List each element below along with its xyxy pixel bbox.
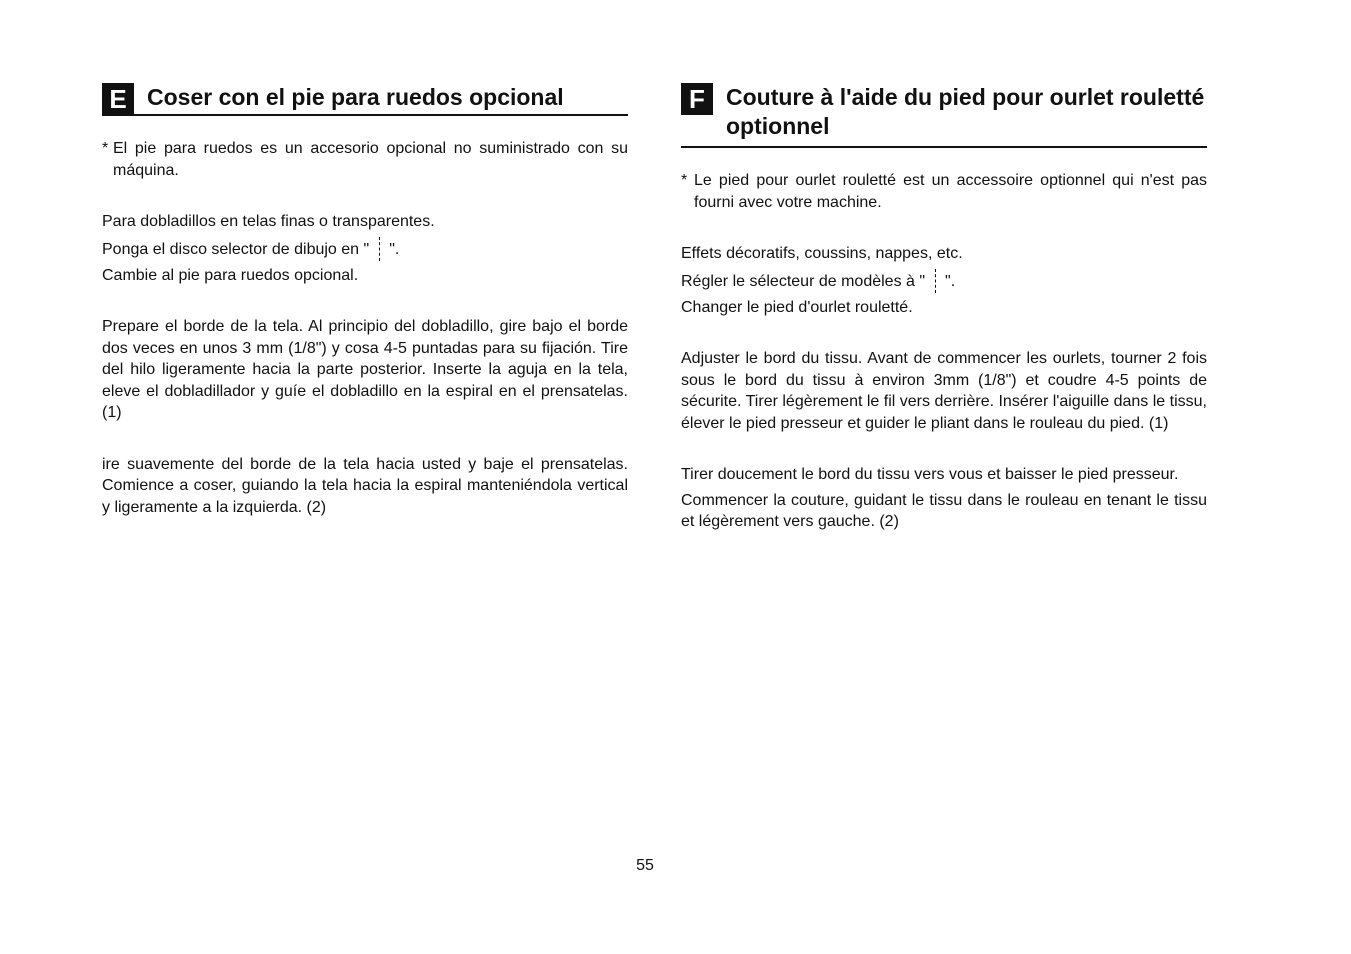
pattern-instruction-end-e: ". <box>389 240 400 258</box>
section-title-f: Couture à l'aide du pied pour ourlet rouletté optionnel <box>726 84 1205 139</box>
pattern-instruction-text-f: Régler le sélecteur de modèles à " <box>681 272 926 290</box>
paragraph-lower-foot-f: Tirer doucement le bord du tissu vers vous et baisser le pied presseur. <box>681 466 1179 483</box>
pattern-instruction-end-f: ". <box>945 272 956 290</box>
note-text-e: El pie para ruedos es un accesorio opcional no suministrado con su máquina. <box>113 140 628 179</box>
optional-accessory-note-f <box>681 170 1207 213</box>
paragraph-begin-sewing-f: Commencer la couture, guidant le tissu dans le rouleau en tenant le tissu et légèrement vers gauche. (2) <box>681 491 1207 530</box>
paragraph-change-foot-e: Cambie al pie para ruedos opcional. <box>102 266 359 284</box>
optional-accessory-note-e <box>102 138 628 181</box>
page-number: 55 <box>636 857 654 874</box>
section-badge-e: E <box>102 83 134 115</box>
spanish-section <box>102 80 628 518</box>
paragraph-change-foot-f: Changer le pied d'ourlet rouletté. <box>681 298 913 316</box>
straight-stitch-icon <box>379 237 380 261</box>
section-heading-e <box>102 80 628 116</box>
paragraph-purpose-e: Para dobladillos en telas finas o transparentes. <box>102 213 435 230</box>
section-badge-f: F <box>681 83 713 115</box>
paragraph-purpose-f: Effets décoratifs, coussins, nappes, etc. <box>681 245 963 262</box>
section-heading-f <box>681 80 1207 148</box>
straight-stitch-icon <box>935 269 936 293</box>
paragraph-prepare-edge-e: Prepare el borde de la tela. Al principio del dobladillo, gire bajo el borde dos veces en unos 3 mm (1/8") y cosa 4-5 puntadas para su fijación. Tire del hilo ligeramente hacia la parte posterior. Inserte la aguja en la tela, eleve el dobladillador y guíe el dobladillo en la espiral en el prensatelas. (1) <box>102 318 628 421</box>
paragraph-pattern-selector-f <box>681 269 1207 293</box>
note-asterisk: * <box>681 172 688 189</box>
section-title-e: Coser con el pie para ruedos opcional <box>147 84 564 110</box>
note-asterisk: * <box>102 140 109 157</box>
paragraph-prepare-edge-f: Adjuster le bord du tissu. Avant de commencer les ourlets, tourner 2 fois sous le bord du tissu à environ 3mm (1/8") et coudre 4-5 points de sécurite. Tirer légèrement le fil vers derrière. Insérer l'aiguille dans le tissu, élever le pied presseur et guider le pliant dans le rouleau du pied. (1) <box>681 350 1207 432</box>
french-section <box>681 80 1207 533</box>
note-text-f: Le pied pour ourlet rouletté est un accessoire optionnel qui n'est pas fourni avec votre machine. <box>694 172 1207 211</box>
paragraph-pattern-selector-e <box>102 237 628 261</box>
paragraph-begin-sewing-e: ire suavemente del borde de la tela hacia usted y baje el prensatelas. Comience a coser, guiando la tela hacia la espiral manteniéndola vertical y ligeramente a la izquierda. (2) <box>102 455 628 516</box>
pattern-instruction-text-e: Ponga el disco selector de dibujo en " <box>102 240 370 258</box>
